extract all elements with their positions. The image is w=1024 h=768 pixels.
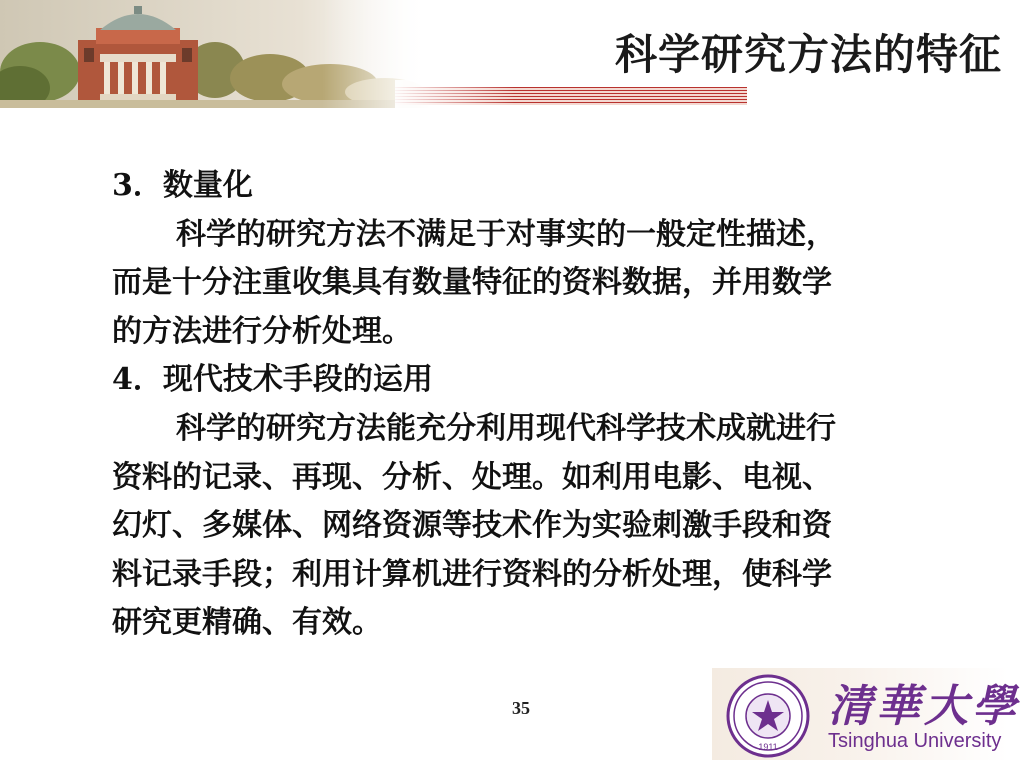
- section-heading: 3．数量化: [112, 168, 253, 203]
- seal-year: 1911: [758, 742, 778, 752]
- paragraph-line: 的方法进行分析处理。: [112, 313, 412, 349]
- page-title: 科学研究方法的特征: [614, 30, 1002, 79]
- header-campus-photo: [0, 0, 430, 108]
- section-quantification: [112, 162, 942, 356]
- paragraph-line: 料记录手段；利用计算机进行资料的分析处理，使科学: [112, 556, 832, 592]
- slide-body: [112, 162, 942, 648]
- auditorium-photo-icon: [0, 0, 430, 108]
- paragraph-line: 科学的研究方法不满足于对事实的一般定性描述，: [176, 216, 836, 252]
- paragraph-line: 科学的研究方法能充分利用现代科学技术成就进行: [176, 410, 836, 446]
- paragraph-line: 研究更精确、有效。: [112, 605, 382, 641]
- paragraph-line: 幻灯、多媒体、网络资源等技术作为实验刺激手段和资: [112, 508, 832, 544]
- logo-english-name: Tsinghua University: [828, 730, 1002, 752]
- university-seal-icon: [726, 674, 810, 758]
- university-logo: [712, 668, 1020, 760]
- paragraph-line: 资料的记录、再现、分析、处理。如利用电影、电视、: [112, 459, 832, 495]
- section-heading: 4．现代技术手段的运用: [112, 362, 433, 398]
- logo-chinese-name: 清華大學: [828, 681, 1020, 732]
- paragraph-line: 而是十分注重收集具有数量特征的资料数据，并用数学: [112, 265, 832, 301]
- page-number: 35: [512, 698, 530, 718]
- header-stripe-fade: [395, 80, 515, 110]
- section-modern-technology: [112, 356, 942, 648]
